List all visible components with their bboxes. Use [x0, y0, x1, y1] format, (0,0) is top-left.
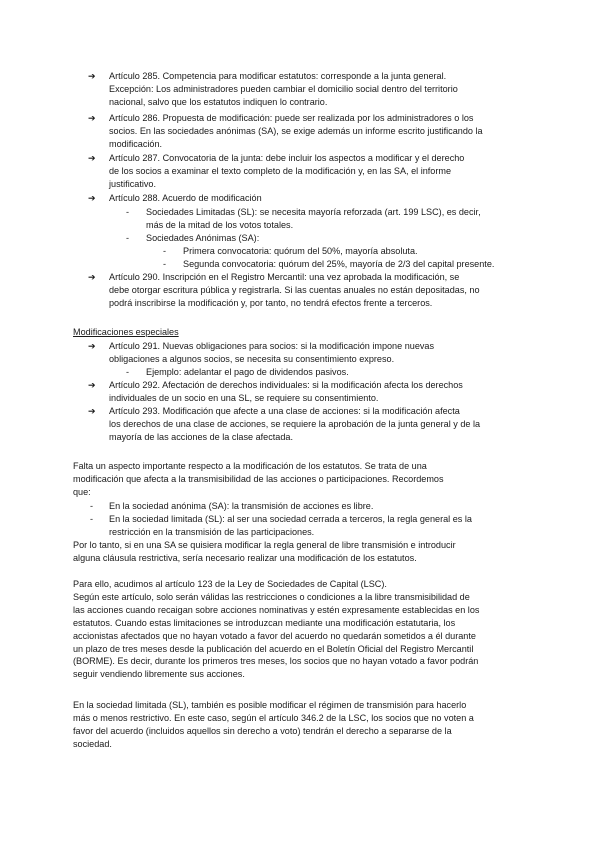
arrow-bullet-icon: ➔ — [88, 153, 96, 163]
paragraph-transmissibility — [73, 460, 444, 499]
text-line: modificación que afecta a la transmisibilidad de las acciones o participaciones. Recordemos — [73, 473, 444, 484]
text-line: En la sociedad anónima (SA): la transmisión de acciones es libre. — [109, 501, 374, 511]
section-heading: Modificaciones especiales — [73, 327, 179, 337]
text-line: más de la mitad de los votos totales. — [146, 219, 294, 230]
article-293 — [109, 405, 480, 444]
text-line: más o menos restrictivo. En este caso, según el artículo 346.2 de la LSC, los socios que no voten a — [73, 712, 474, 723]
text-line: debe otorgar escritura pública y registrarla. Si las cuentas anuales no están depositadas, no — [109, 284, 480, 295]
text-line: favor del acuerdo (incluidos aquellos sin derecho a voto) tendrán el derecho a separarse de la — [73, 725, 452, 736]
text-line: Artículo 293. Modificación que afecte a una clase de acciones: si la modificación afecta — [109, 406, 460, 416]
text-line: restricción en la transmisión de las participaciones. — [109, 526, 315, 537]
text-line: Sociedades Limitadas (SL): se necesita mayoría reforzada (art. 199 LSC), es decir, — [146, 207, 481, 217]
text-line: Falta un aspecto importante respecto a la modificación de los estatutos. Se trata de una — [73, 461, 427, 471]
sa-first-call: Primera convocatoria: quórum del 50%, mayoría absoluta. — [183, 246, 418, 256]
arrow-bullet-icon: ➔ — [88, 406, 96, 416]
text-line: de los socios a examinar el texto completo de la modificación y, en las SA, el informe — [109, 165, 452, 176]
text-line: justificativo. — [109, 178, 157, 189]
list-item-sl — [109, 513, 472, 539]
text-line: Artículo 285. Competencia para modificar estatutos: corresponde a la junta general. — [109, 71, 447, 81]
text-line: accionistas afectados que no hayan votado a favor del acuerdo no quedarán sometidos a él durante — [73, 630, 476, 641]
article-292 — [109, 379, 463, 405]
text-line: los derechos de una clase de acciones, se requiere la aprobación de la junta general y de la — [109, 418, 481, 429]
arrow-bullet-icon: ➔ — [88, 380, 96, 390]
paragraph-sl-regime — [73, 699, 474, 751]
text-line: Según este artículo, solo serán válidas las restricciones o condiciones a la libre transmisibilidad de — [73, 591, 470, 602]
arrow-bullet-icon: ➔ — [88, 71, 96, 81]
arrow-bullet-icon: ➔ — [88, 113, 96, 123]
arrow-bullet-icon: ➔ — [88, 341, 96, 351]
text-line: Por lo tanto, si en una SA se quisiera modificar la regla general de libre transmisión e introducir — [73, 540, 456, 550]
article-287 — [109, 152, 464, 191]
text-line: Artículo 287. Convocatoria de la junta: debe incluir los aspectos a modificar y el derecho — [109, 153, 465, 163]
text-line: Para ello, acudimos al artículo 123 de la Ley de Sociedades de Capital (LSC). — [73, 579, 387, 589]
article-285 — [109, 70, 458, 109]
text-line: mayoría de las acciones de la clase afectada. — [109, 431, 294, 442]
art288-sl — [146, 206, 481, 232]
text-line: obligaciones a algunos socios, se necesita su consentimiento expreso. — [109, 353, 395, 364]
text-line: socios. En las sociedades anónimas (SA), se exige además un informe escrito justificando la — [109, 125, 483, 136]
text-line: En la sociedad limitada (SL), también es posible modificar el régimen de transmisión para hacerlo — [73, 700, 467, 710]
dash-bullet-icon: - — [163, 246, 167, 256]
paragraph-article-123 — [73, 578, 479, 681]
text-line: sociedad. — [73, 738, 112, 749]
text-line: estatutos. Cuando estas limitaciones se introduzcan mediante una modificación estatutaria, los — [73, 617, 456, 628]
text-line: modificación. — [109, 138, 163, 149]
text-line: alguna cláusula restrictiva, sería necesario realizar una modificación de los estatutos. — [73, 552, 417, 563]
text-line: Artículo 290. Inscripción en el Registro Mercantil: una vez aprobada la modificación, se — [109, 272, 460, 282]
arrow-bullet-icon: ➔ — [88, 193, 96, 203]
text-line: (BORME). Es decir, durante los primeros tres meses, los socios que no hayan votado a favor podrán — [73, 656, 479, 667]
paragraph-therefore — [73, 539, 456, 565]
list-item-sa — [109, 500, 373, 513]
dash-bullet-icon: - — [126, 367, 130, 377]
text-line: Excepción: Los administradores pueden cambiar el domicilio social dentro del territorio — [109, 83, 458, 94]
text-line: Sociedades Anónimas (SA): — [146, 233, 260, 243]
dash-bullet-icon: - — [90, 514, 94, 524]
dash-bullet-icon: - — [126, 233, 130, 243]
text-line: podrá inscribirse la modificación y, por tanto, no tendrá efectos frente a terceros. — [109, 297, 433, 308]
text-line: Artículo 291. Nuevas obligaciones para socios: si la modificación impone nuevas — [109, 341, 435, 351]
dash-bullet-icon: - — [163, 259, 167, 269]
text-line: un plazo de tres meses desde la publicación del acuerdo en el Boletín Oficial del Registro Mercantil — [73, 643, 474, 654]
sa-second-call: Segunda convocatoria: quórum del 25%, mayoría de 2/3 del capital presente. — [183, 259, 495, 269]
article-290 — [109, 271, 480, 310]
arrow-bullet-icon: ➔ — [88, 272, 96, 282]
dash-bullet-icon: - — [90, 501, 94, 511]
text-line: las acciones cuando recaigan sobre acciones nominativas y estén expresamente establecidas en los — [73, 604, 480, 615]
text-line: que: — [73, 486, 91, 497]
text-line: Artículo 286. Propuesta de modificación: puede ser realizada por los administradores o los — [109, 113, 474, 123]
dash-bullet-icon: - — [126, 207, 130, 217]
art291-example: Ejemplo: adelantar el pago de dividendos pasivos. — [146, 367, 349, 377]
text-line: Artículo 292. Afectación de derechos individuales: si la modificación afecta los derechos — [109, 380, 463, 390]
text-line: Artículo 288. Acuerdo de modificación — [109, 193, 262, 203]
art288-sa — [146, 232, 259, 245]
article-288 — [109, 192, 262, 205]
article-286 — [109, 112, 483, 151]
text-line: nacional, salvo que los estatutos indiquen lo contrario. — [109, 96, 328, 107]
text-line: seguir vendiendo libremente sus acciones. — [73, 669, 245, 680]
text-line: individuales de un socio en una SL, se requiere su consentimiento. — [109, 392, 379, 403]
text-line: En la sociedad limitada (SL): al ser una sociedad cerrada a terceros, la regla general es la — [109, 514, 472, 524]
article-291 — [109, 340, 434, 366]
